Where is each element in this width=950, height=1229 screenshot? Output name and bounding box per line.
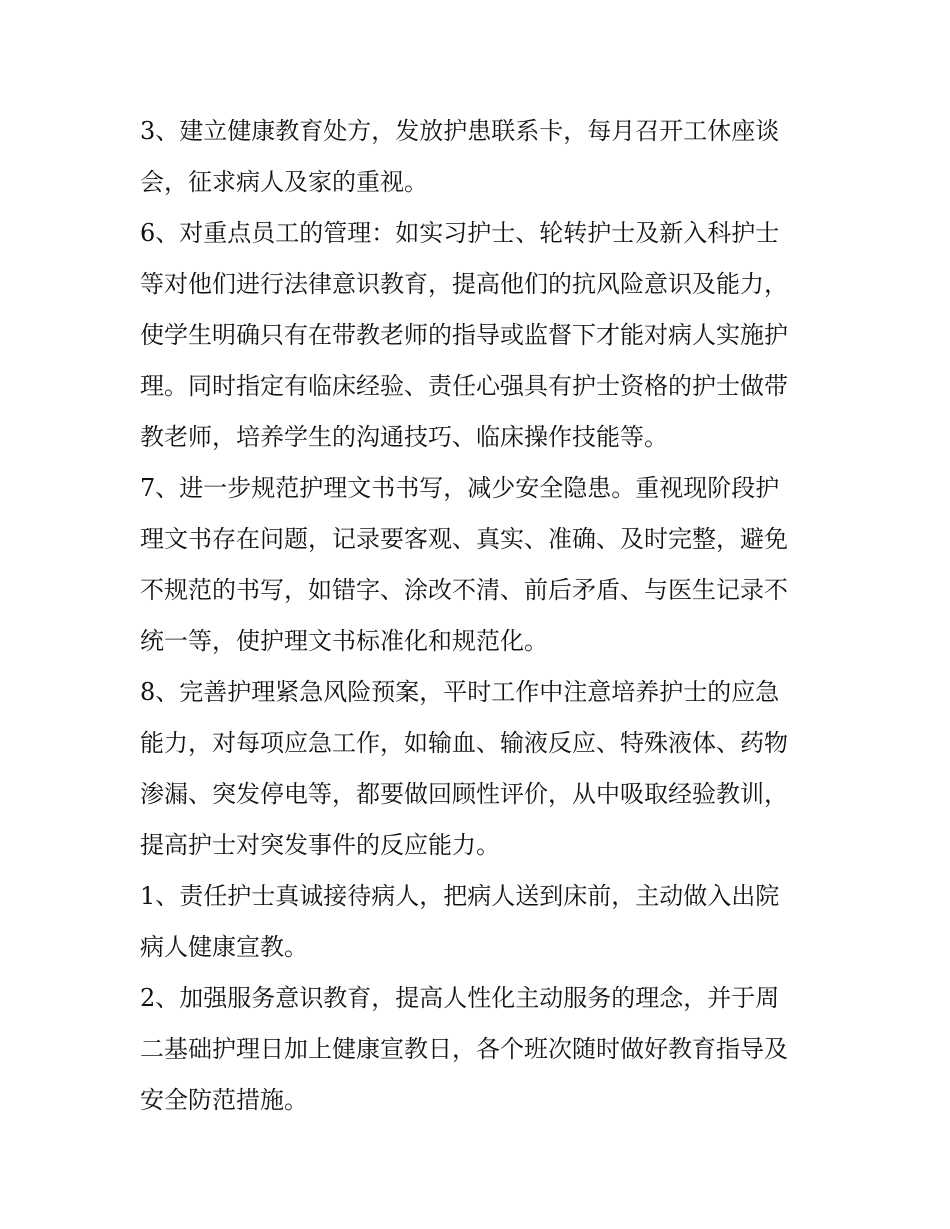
text-line: 6、对重点员工的管理：如实习护士、轮转护士及新入科护士 [140,219,780,247]
text-line: 统一等，使护理文书标准化和规范化。 [140,627,548,655]
text-line: 1、责任护士真诚接待病人，把病人送到床前，主动做入出院 [140,882,780,910]
text-line: 理文书存在问题，记录要客观、真实、准确、及时完整，避免 [140,525,788,553]
text-line: 3、建立健康教育处方，发放护患联系卡，每月召开工休座谈 [140,117,780,145]
text-line: 病人健康宣教。 [140,933,308,961]
text-line: 安全防范措施。 [140,1086,308,1114]
text-line: 理。同时指定有临床经验、责任心强具有护士资格的护士做带 [140,372,788,400]
text-line: 教老师，培养学生的沟通技巧、临床操作技能等。 [140,423,668,451]
text-line: 2、加强服务意识教育，提高人性化主动服务的理念，并于周 [140,984,780,1012]
text-line: 能力，对每项应急工作，如输血、输液反应、特殊液体、药物 [140,729,788,757]
text-line: 渗漏、突发停电等，都要做回顾性评价，从中吸取经验教训， [140,780,788,808]
text-line: 等对他们进行法律意识教育，提高他们的抗风险意识及能力， [140,270,788,298]
text-line: 使学生明确只有在带教老师的指导或监督下才能对病人实施护 [140,321,788,349]
text-line: 会，征求病人及家的重视。 [140,168,428,196]
text-line: 7、进一步规范护理文书书写，减少安全隐患。重视现阶段护 [140,474,780,502]
text-line: 提高护士对突发事件的反应能力。 [140,831,500,859]
document-body [140,106,820,1126]
text-line: 二基础护理日加上健康宣教日，各个班次随时做好教育指导及 [140,1035,788,1063]
text-line: 不规范的书写，如错字、涂改不清、前后矛盾、与医生记录不 [140,576,788,604]
text-line: 8、完善护理紧急风险预案，平时工作中注意培养护士的应急 [140,678,780,706]
